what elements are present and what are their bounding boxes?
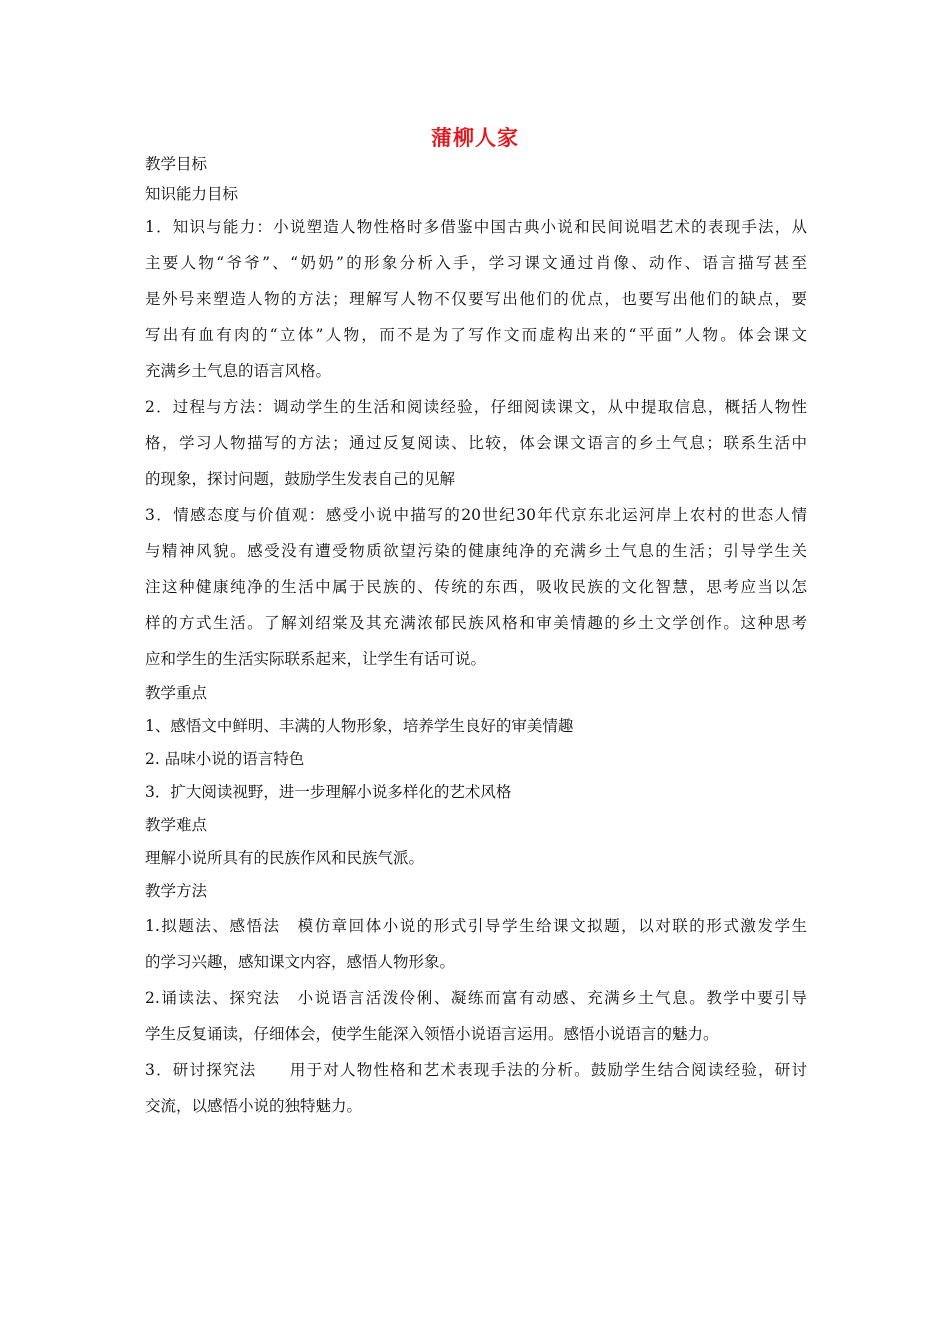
paragraph-line: 是外号来塑造人物的方法；理解写人物不仅要写出他们的优点，也要写出他们的缺点，要 xyxy=(145,290,807,308)
paragraph-line: 应和学生的生活实际联系起来，让学生有话可说。 xyxy=(145,650,487,668)
document-title: 蒲柳人家 xyxy=(431,126,519,150)
paragraph-line: 充满乡土气息的语言风格。 xyxy=(145,362,332,380)
section-heading-key-points: 教学重点 xyxy=(145,684,208,702)
paragraph-line: 3．研讨探究法 用于对人物性格和艺术表现手法的分析。鼓励学生结合阅读经验，研讨 xyxy=(145,1061,807,1079)
document-body xyxy=(145,149,807,1124)
paragraph-line: 的现象，探讨问题，鼓励学生发表自己的见解 xyxy=(145,470,456,488)
paragraph-line: 1．知识与能力：小说塑造人物性格时多借鉴中国古典小说和民间说唱艺术的表现手法，从 xyxy=(145,218,807,236)
paragraph-line: 1.拟题法、感悟法 模仿章回体小说的形式引导学生给课文拟题，以对联的形式激发学生 xyxy=(145,917,807,935)
paragraph-line: 理解小说所具有的民族作风和民族气派。 xyxy=(145,849,425,867)
list-item: 2. 品味小说的语言特色 xyxy=(145,750,305,768)
paragraph-line: 与精神风貌。感受没有遭受物质欲望污染的健康纯净的充满乡土气息的生活；引导学生关 xyxy=(145,542,807,560)
section-heading-methods: 教学方法 xyxy=(145,882,208,900)
subsection-heading-knowledge-ability: 知识能力目标 xyxy=(145,185,239,203)
list-item: 1、感悟文中鲜明、丰满的人物形象，培养学生良好的审美情趣 xyxy=(145,717,574,735)
paragraph-line: 的学习兴趣，感知课文内容，感悟人物形象。 xyxy=(145,953,456,971)
paragraph-line: 主要人物“爷爷”、“奶奶”的形象分析入手，学习课文通过肖像、动作、语言描写甚至 xyxy=(145,254,807,272)
paragraph-line: 2．过程与方法：调动学生的生活和阅读经验，仔细阅读课文，从中提取信息，概括人物性 xyxy=(145,398,807,416)
paragraph-line: 3．情感态度与价值观：感受小说中描写的20世纪30年代京东北运河岸上农村的世态人情 xyxy=(145,506,807,524)
paragraph-line: 学生反复诵读，仔细体会，使学生能深入领悟小说语言运用。感悟小说语言的魅力。 xyxy=(145,1025,719,1043)
paragraph-line: 注这种健康纯净的生活中属于民族的、传统的东西，吸收民族的文化智慧，思考应当以怎 xyxy=(145,578,807,596)
section-heading-difficulties: 教学难点 xyxy=(145,816,208,834)
paragraph-line: 2.诵读法、探究法 小说语言活泼伶俐、凝练而富有动感、充满乡土气息。教学中要引导 xyxy=(145,989,807,1007)
paragraph-line: 交流，以感悟小说的独特魅力。 xyxy=(145,1097,363,1115)
paragraph-line: 格，学习人物描写的方法；通过反复阅读、比较，体会课文语言的乡土气息；联系生活中 xyxy=(145,434,807,452)
paragraph-line: 写出有血有肉的“立体”人物，而不是为了写作文而虚构出来的“平面”人物。体会课文 xyxy=(145,326,807,344)
paragraph-line: 样的方式生活。了解刘绍棠及其充满浓郁民族风格和审美情趣的乡土文学创作。这种思考 xyxy=(145,614,807,632)
list-item: 3．扩大阅读视野，进一步理解小说多样化的艺术风格 xyxy=(145,783,512,801)
section-heading-teaching-goals: 教学目标 xyxy=(145,155,208,173)
